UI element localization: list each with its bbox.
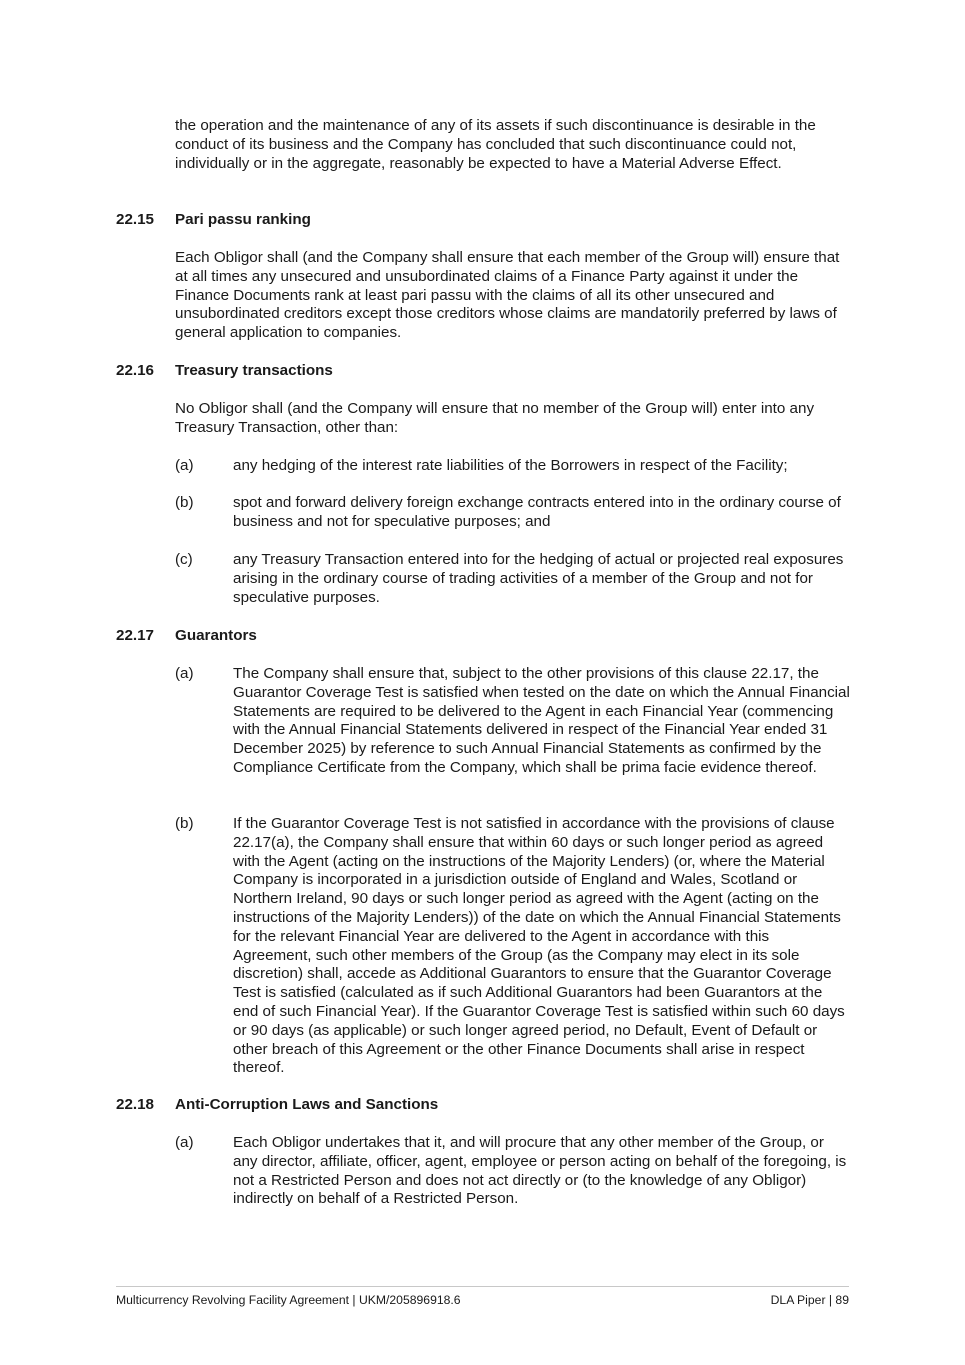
section-title: Pari passu ranking bbox=[175, 211, 311, 228]
section-title: Guarantors bbox=[175, 627, 257, 644]
item-text: spot and forward delivery foreign exchange contracts entered into in the ordinary course of business and not for speculative purposes; and bbox=[233, 494, 841, 530]
section-body-22-15: Each Obligor shall (and the Company shall ensure that each member of the Group will) ensure that at all times any unsecured and unsubordinated claims of a Finance Party against it under the Finance Documents rank at least pari passu with the claims of all its other unsecured and unsubordinated creditors except those creditors whose claims are mandatorily preferred by laws of general application to companies. bbox=[175, 249, 840, 342]
section-heading-22-17 bbox=[116, 627, 257, 646]
item-label: (a) bbox=[175, 457, 194, 474]
item-label: (b) bbox=[175, 815, 194, 832]
intro-paragraph: the operation and the maintenance of any of its assets if such discontinuance is desirable in the conduct of its business and the Company has concluded that such discontinuance could not, individually or in the aggregate, reasonably be expected to have a Material Adverse Effect. bbox=[175, 117, 816, 172]
section-title: Anti-Corruption Laws and Sanctions bbox=[175, 1096, 439, 1113]
section-number: 22.15 bbox=[116, 211, 155, 228]
section-title: Treasury transactions bbox=[175, 362, 333, 379]
section-heading-22-15 bbox=[116, 211, 311, 230]
item-text: If the Guarantor Coverage Test is not satisfied in accordance with the provisions of clause 22.17(a), the Company shall ensure that within 60 days or such longer period as agreed with the Agent (acting on the instructions of the Majority Lenders) (or, where the Material Company is incorporated in a jurisdiction outside of England and Wales, Scotland or Northern Ireland, 90 days or such longer period as agreed with the Agent (acting on the instructions of the Majority Lenders)) of the date on which the Annual Financial Statements for the relevant Financial Year are delivered to the Agent in accordance with this Agreement, such other members of the Group (as the Company may elect in its sole discretion) shall, accede as Additional Guarantors to ensure that the Guarantor Coverage Test is satisfied (calculated as if such Additional Guarantors had been Guarantors at the end of such Financial Year). If the Guarantor Coverage Test is satisfied within such 60 days or 90 days (as applicable) or such longer agreed period, no Default, Event of Default or other breach of this Agreement or the other Finance Documents shall arise in respect thereof. bbox=[233, 815, 845, 1077]
section-heading-22-18 bbox=[116, 1096, 438, 1115]
section-body-22-16: No Obligor shall (and the Company will ensure that no member of the Group will) enter into any Treasury Transaction, other than: bbox=[175, 400, 815, 436]
section-number: 22.16 bbox=[116, 362, 155, 379]
item-label: (b) bbox=[175, 494, 194, 511]
section-number: 22.17 bbox=[116, 627, 155, 644]
footer-page-number: DLA Piper | 89 bbox=[770, 1293, 849, 1307]
footer-document-reference: Multicurrency Revolving Facility Agreement | UKM/205896918.6 bbox=[116, 1293, 461, 1307]
item-label: (a) bbox=[175, 1134, 194, 1151]
section-number: 22.18 bbox=[116, 1096, 155, 1113]
footer-divider bbox=[116, 1286, 849, 1287]
section-heading-22-16 bbox=[116, 362, 333, 381]
item-label: (a) bbox=[175, 665, 194, 682]
item-text: any hedging of the interest rate liabilities of the Borrowers in respect of the Facility; bbox=[233, 457, 788, 474]
item-text: any Treasury Transaction entered into for the hedging of actual or projected real exposures arising in the ordinary course of trading activities of a member of the Group and not for speculative purposes. bbox=[233, 551, 844, 606]
item-text: The Company shall ensure that, subject to the other provisions of this clause 22.17, the Guarantor Coverage Test is satisfied when tested on the date on which the Annual Financial Statements are required to be delivered to the Agent in each Financial Year (commencing with the Annual Financial Statements delivered in respect of the Financial Year ended 31 December 2025) by reference to such Annual Financial Statements as confirmed by the Compliance Certificate from the Company, which shall be prima facie evidence thereof. bbox=[233, 665, 850, 776]
item-label: (c) bbox=[175, 551, 193, 568]
item-text: Each Obligor undertakes that it, and will procure that any other member of the Group, or any director, affiliate, officer, agent, employee or person acting on behalf of the foregoing, is not a Restricted Person and does not act directly or (to the knowledge of any Obligor) indirectly on behalf of a Restricted Person. bbox=[233, 1134, 847, 1208]
